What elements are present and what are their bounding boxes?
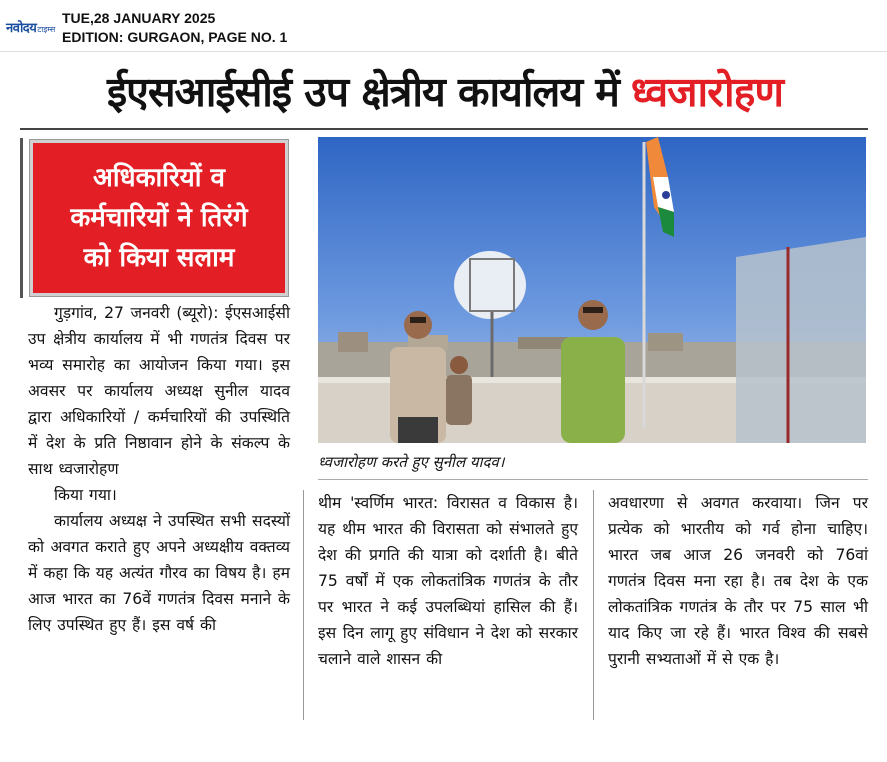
- flag-hoisting-photo: [318, 137, 866, 443]
- photo-illustration: [318, 137, 866, 443]
- article-paragraph-1: गुड़गांव, 27 जनवरी (ब्यूरो): ईएसआईसी उप क्षेत्रीय कार्यालय में भी गणतंत्र दिवस पर भव्य समारोह का आयोजन किया गया। इस अवसर पर कार्यालय अध्यक्ष सुनील यादव द्वारा अधिकारियों / कर्मचारियों की उपस्थिति में देश के प्रति निष्ठावान होने के संकल्प के साथ ध्वजारोहण: [28, 304, 290, 478]
- article-column-2-text: थीम 'स्वर्णिम भारत: विरासत व विकास है। यह थीम भारत की विरासता को संभालते हुए देश की प्रगति की यात्रा को दर्शाती है। बीते 75 वर्षों में एक लोकतांत्रिक गणतंत्र के तौर पर भारत ने कई उपलब्धियां हासिल की हैं। इस दिन लागू हुए संविधान ने देश को सरकार चलाने वाले शासन की: [318, 494, 578, 668]
- logo-text: नवोदय: [6, 21, 37, 36]
- article-column-3: [608, 490, 868, 672]
- headline-divider: [20, 128, 868, 130]
- article-paragraph-1-end: किया गया।: [54, 486, 117, 504]
- column-rule-2: [593, 490, 594, 720]
- logo-sub-text: टाइम्स: [37, 24, 56, 34]
- newspaper-logo: [6, 14, 54, 40]
- subhead-side-rule: [20, 138, 23, 298]
- issue-date: TUE,28 JANUARY 2025: [62, 10, 216, 26]
- photo-caption: ध्वजारोहण करते हुए सुनील यादव।: [318, 453, 505, 471]
- subhead-line-1: अधिकारियों व: [93, 163, 225, 193]
- subhead-line-2: कर्मचारियों ने तिरंगे: [70, 203, 248, 233]
- page-headline: [20, 56, 870, 126]
- article-column-1: [28, 300, 290, 638]
- caption-divider: [318, 479, 868, 480]
- subhead-box: [30, 140, 288, 296]
- edition-info: EDITION: GURGAON, PAGE NO. 1: [62, 29, 288, 45]
- article-paragraph-2: कार्यालय अध्यक्ष ने उपस्थित सभी सदस्यों को अवगत कराते हुए अपने अध्यक्षीय वक्तव्य में कहा कि यह अत्यंत गौरव का विषय है। हम आज भारत का 76वें गणतंत्र दिवस मनाने के लिए उपस्थित हुए हैं। इस वर्ष की: [28, 512, 290, 634]
- masthead-bar: [0, 0, 887, 52]
- article-column-3-text: अवधारणा से अवगत करवाया। जिन पर प्रत्येक को भारतीय को गर्व होना चाहिए। भारत जब आज 26 जनवरी को 76वां गणतंत्र दिवस मना रहा है। तब देश के एक लोकतांत्रिक गणतंत्र के तौर पर 75 साल भी याद किए जा रहे हैं। भारत विश्व की सबसे पुरानी सभ्यताओं में से एक है।: [608, 494, 868, 668]
- headline-highlight: ध्वजारोहण: [630, 68, 783, 116]
- article-column-2: [318, 490, 578, 672]
- column-rule-1: [303, 490, 304, 720]
- subhead-text: [70, 158, 247, 278]
- dateline: [62, 9, 287, 47]
- subhead-line-3: को किया सलाम: [83, 243, 235, 273]
- headline-main: ईएसआईसीई उप क्षेत्रीय कार्यालय में: [107, 68, 619, 116]
